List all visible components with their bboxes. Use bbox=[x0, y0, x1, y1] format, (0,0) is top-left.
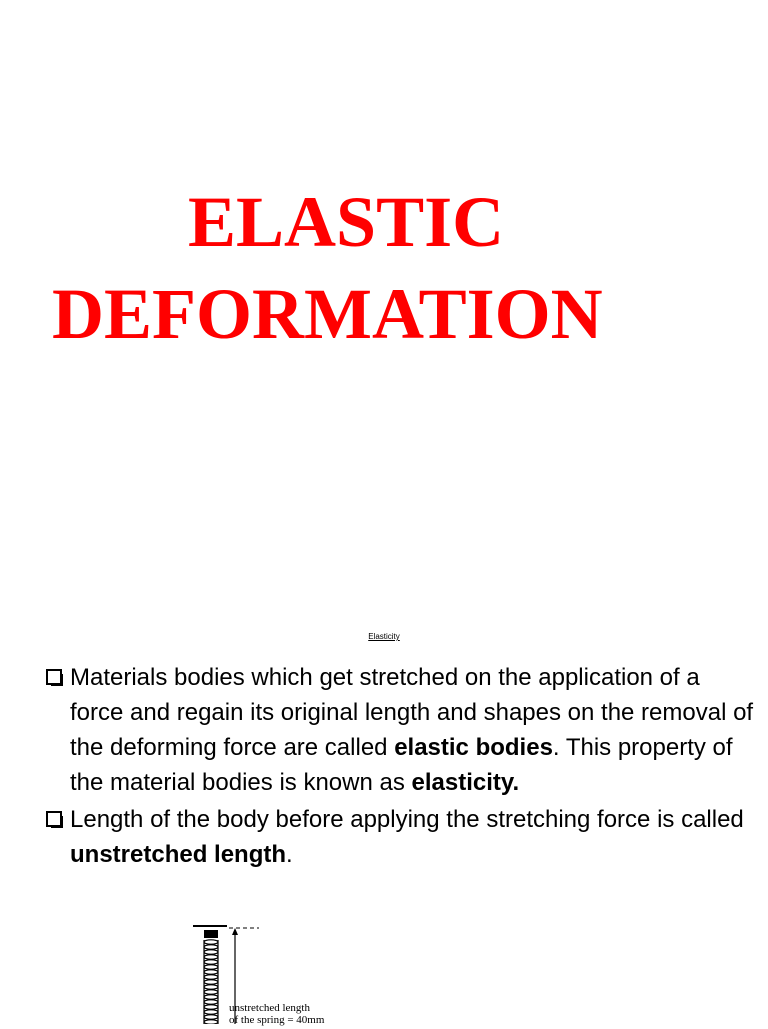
bullet-text: Materials bodies which get stretched on the application of a force and regain its original length and shapes on the removal of the deforming force are called bbox=[70, 664, 754, 761]
bullet-text: . This property of the material bodies is known as bbox=[70, 734, 733, 796]
checkbox-bullet-icon bbox=[46, 669, 62, 685]
section-heading: Elasticity bbox=[368, 632, 400, 641]
figure-caption bbox=[229, 1002, 324, 1026]
checkbox-bullet-icon bbox=[46, 811, 62, 827]
bullet-item-unstretched-length bbox=[44, 802, 756, 872]
bullet-text: . bbox=[286, 841, 293, 868]
caption-line-1: unstretched length bbox=[229, 1002, 310, 1014]
bullet-bold-term: elasticity. bbox=[411, 769, 520, 796]
spring-figure bbox=[185, 922, 385, 1024]
bullet-text: Length of the body before applying the stretching force is called bbox=[70, 806, 744, 833]
bullet-bold-term: elastic bodies bbox=[394, 734, 553, 761]
caption-line-2: of the spring = 40mm bbox=[229, 1014, 325, 1026]
bullet-bold-term: unstretched length bbox=[70, 841, 287, 868]
bullet-item-elastic-bodies bbox=[44, 660, 756, 800]
title-line-1: ELASTIC bbox=[188, 182, 505, 262]
bullet-list bbox=[44, 660, 756, 874]
title-line-2: DEFORMATION bbox=[52, 274, 603, 354]
